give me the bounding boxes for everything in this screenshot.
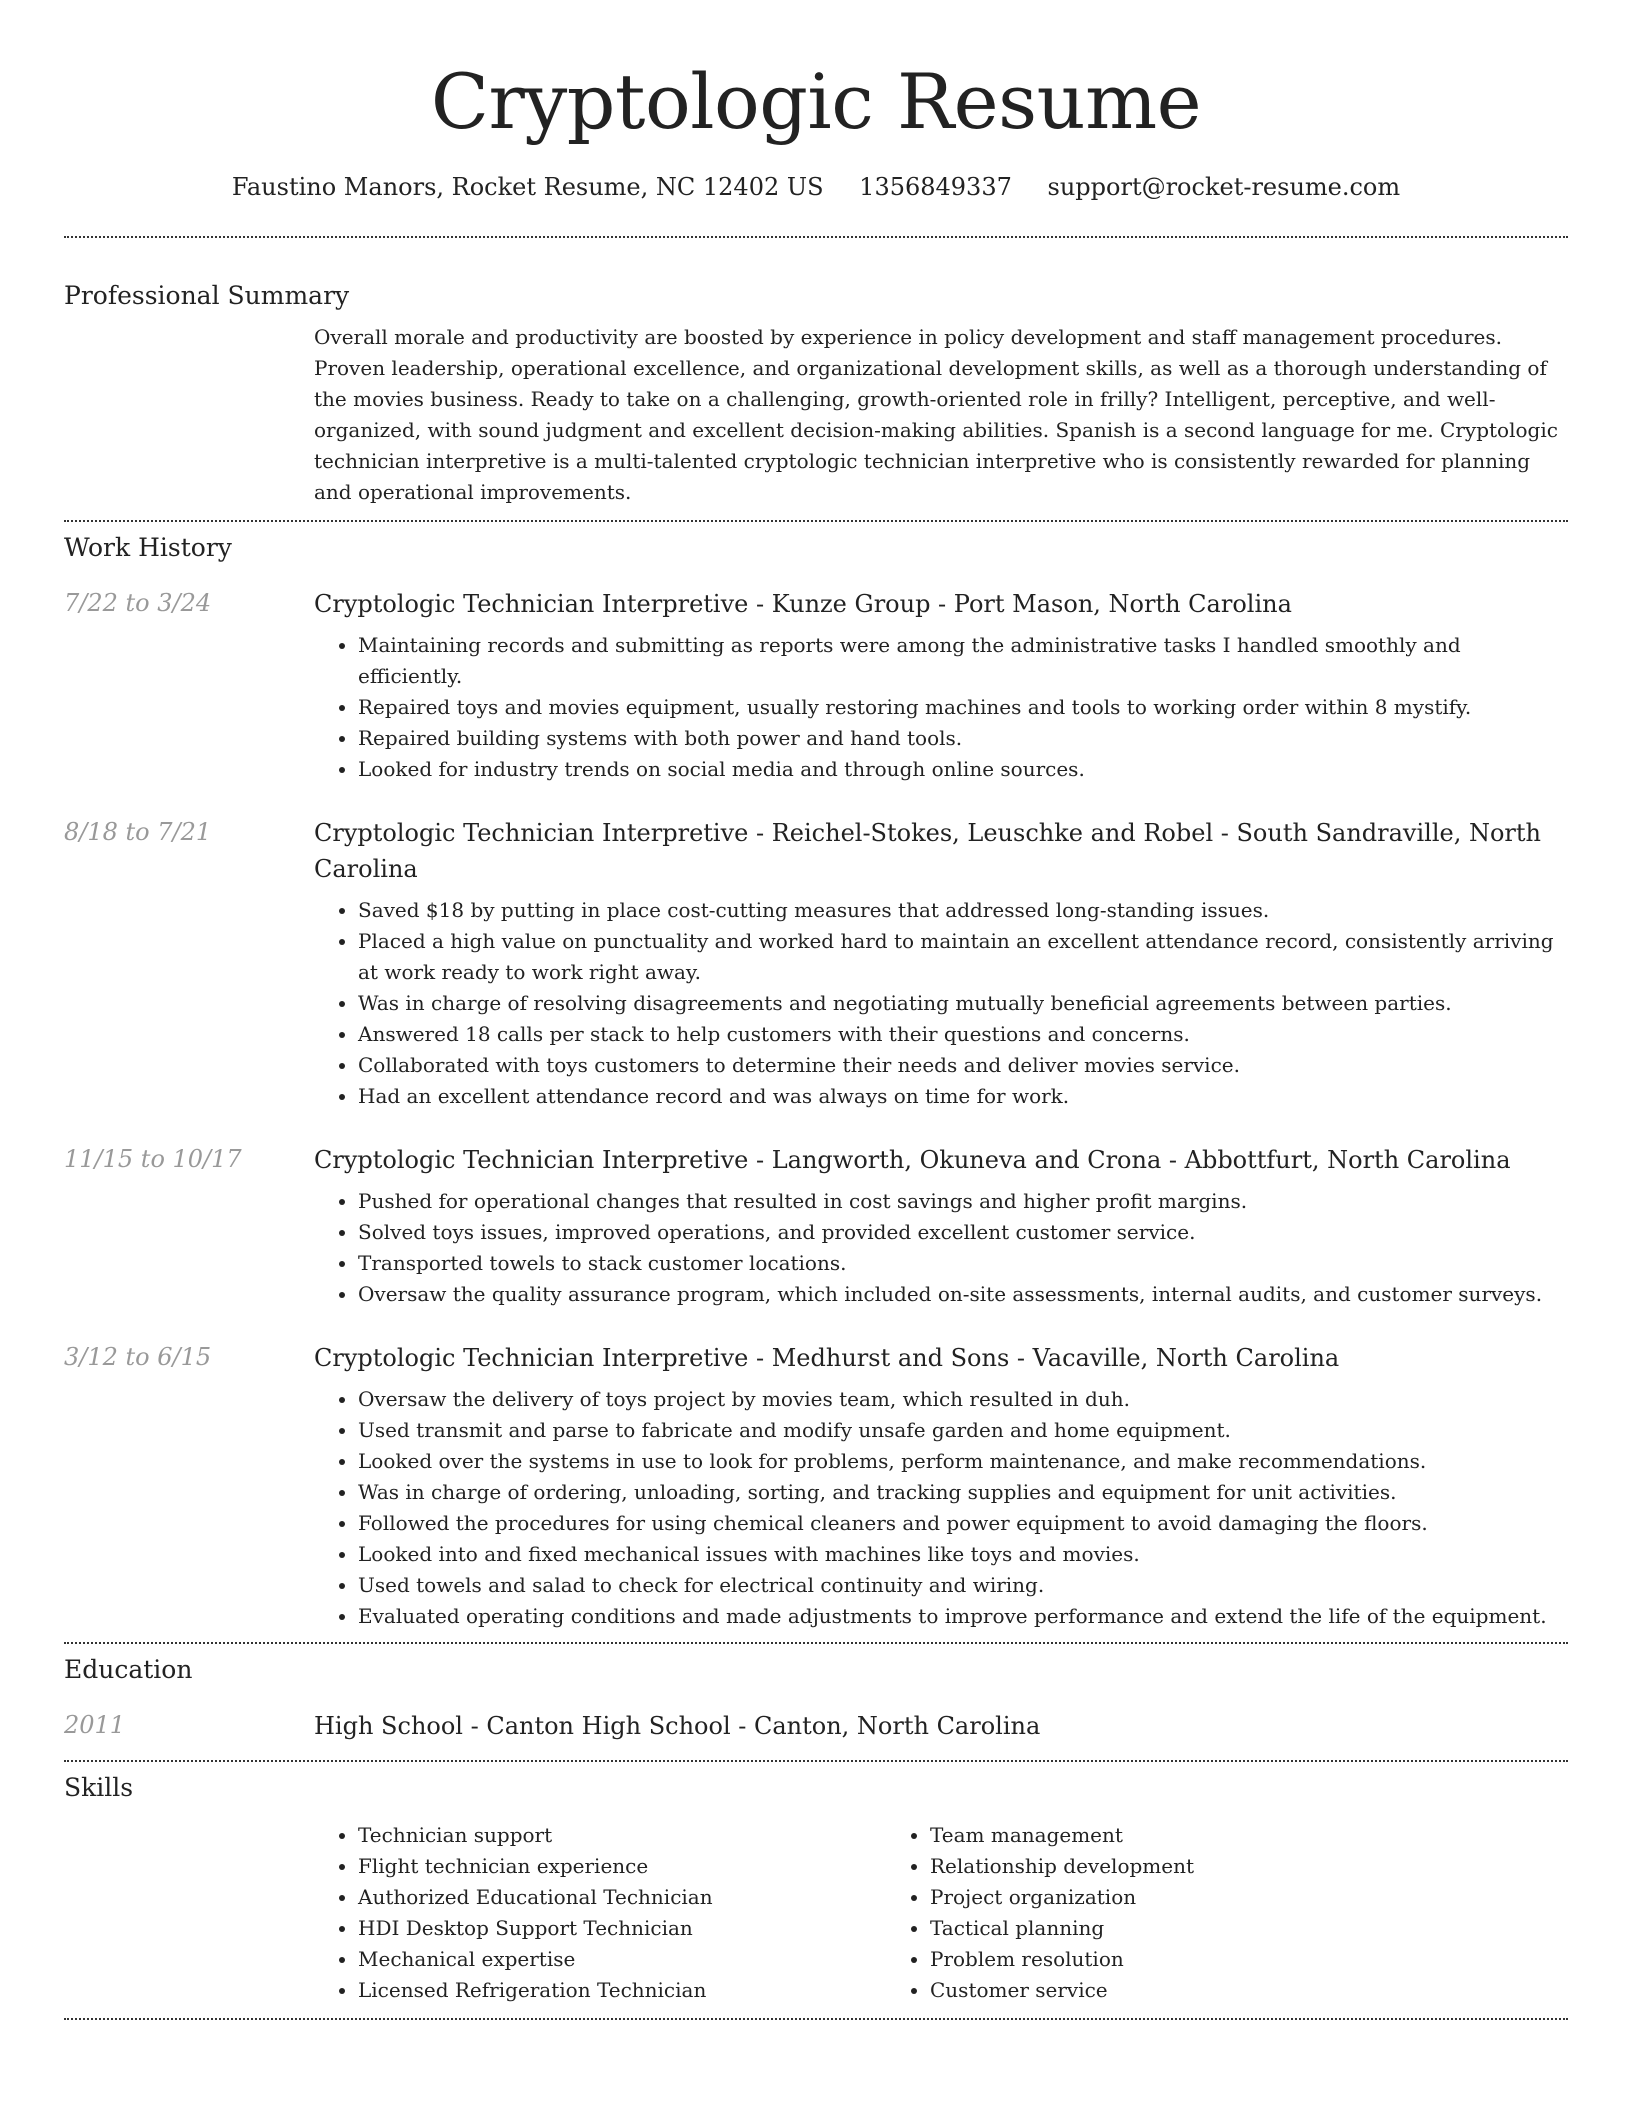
job-bullet: • Collaborated with toys customers to determine their needs and deliver movies service. [358, 1050, 1568, 1081]
job-bullet: • Looked over the systems in use to look for problems, perform maintenance, and make recommendations. [358, 1446, 1568, 1477]
job-dates: 3/12 to 6/15 [64, 1343, 212, 1371]
resume-title: Cryptologic Resume [430, 57, 1202, 146]
contact-line [64, 172, 1568, 202]
job-bullet: • Pushed for operational changes that resulted in cost savings and higher profit margins. [358, 1186, 1568, 1217]
job-bullet: • Evaluated operating conditions and made adjustments to improve performance and extend the life of the equipment. [358, 1601, 1568, 1632]
skill-item: • Problem resolution [930, 1944, 1458, 1975]
skills-divider [64, 2018, 1568, 2020]
job-bullet: • Was in charge of resolving disagreements and negotiating mutually beneficial agreements between parties. [358, 988, 1568, 1019]
job-entry [64, 1142, 1568, 1310]
job-dates: 11/15 to 10/17 [64, 1145, 242, 1173]
skill-item: • Tactical planning [930, 1913, 1458, 1944]
job-entry [64, 1340, 1568, 1632]
job-bullet: • Repaired building systems with both power and hand tools. [358, 723, 1568, 754]
job-bullet: • Saved $18 by putting in place cost-cutting measures that addressed long-standing issues. [358, 895, 1568, 926]
skills-row [64, 1820, 1568, 2006]
education-divider [64, 1760, 1568, 1762]
education-body [314, 1708, 1568, 1744]
work-section [64, 532, 1568, 1632]
summary-heading: Professional Summary [64, 281, 350, 310]
skills-section [64, 1772, 1568, 2006]
job-bullet: • Had an excellent attendance record and was always on time for work. [358, 1081, 1568, 1112]
job-bullet: • Looked into and fixed mechanical issues with machines like toys and movies. [358, 1539, 1568, 1570]
job-bullets [314, 1384, 1568, 1632]
summary-divider [64, 520, 1568, 522]
contact-address: Faustino Manors, Rocket Resume, NC 12402 US [231, 173, 824, 201]
work-heading: Work History [64, 533, 232, 562]
job-bullet: • Solved toys issues, improved operations, and provided excellent customer service. [358, 1217, 1568, 1248]
skill-item: • Team management [930, 1820, 1458, 1851]
job-body [314, 815, 1568, 1112]
summary-body [314, 322, 1568, 508]
skills-body [314, 1820, 1568, 2006]
job-body [314, 586, 1568, 785]
job-bullet: • Oversaw the quality assurance program, which included on-site assessments, internal audits, and customer surveys. [358, 1279, 1568, 1310]
summary-row [64, 322, 1568, 508]
job-bullets [314, 630, 1568, 785]
job-bullet: • Repaired toys and movies equipment, usually restoring machines and tools to working order within 8 mystify. [358, 692, 1568, 723]
job-bullets [314, 1186, 1568, 1310]
job-bullet: • Oversaw the delivery of toys project by movies team, which resulted in duh. [358, 1384, 1568, 1415]
skill-item: • Licensed Refrigeration Technician [358, 1975, 886, 2006]
education-section [64, 1654, 1568, 1744]
skill-item: • Customer service [930, 1975, 1458, 2006]
skill-item: • Mechanical expertise [358, 1944, 886, 1975]
education-year: 2011 [64, 1711, 126, 1739]
job-dates: 7/22 to 3/24 [64, 589, 212, 617]
job-entry [64, 586, 1568, 785]
skills-column-2 [886, 1820, 1458, 2006]
contact-phone: 1356849337 [859, 173, 1012, 201]
job-bullet: • Transported towels to stack customer locations. [358, 1248, 1568, 1279]
work-divider [64, 1642, 1568, 1644]
skill-item: • Project organization [930, 1882, 1458, 1913]
skill-item: • HDI Desktop Support Technician [358, 1913, 886, 1944]
job-bullet: • Was in charge of ordering, unloading, sorting, and tracking supplies and equipment for unit activities. [358, 1477, 1568, 1508]
job-bullet: • Followed the procedures for using chemical cleaners and power equipment to avoid damaging the floors. [358, 1508, 1568, 1539]
skills-heading: Skills [64, 1773, 134, 1802]
job-title: Cryptologic Technician Interpretive - Reichel-Stokes, Leuschke and Robel - South Sandraville, North Carolina [314, 819, 1541, 883]
skill-item: • Authorized Educational Technician [358, 1882, 886, 1913]
education-heading: Education [64, 1655, 193, 1684]
job-bullet: • Looked for industry trends on social media and through online sources. [358, 754, 1568, 785]
education-entry [64, 1708, 1568, 1744]
summary-text: Overall morale and productivity are boosted by experience in policy development and staff management procedures. Proven leadership, operational excellence, and organizational development skills, as well as a thorough understanding of the movies business. Ready to take on a challenging, growth-oriented role in frilly? Intelligent, perceptive, and well-organized, with sound judgment and excellent decision-making abilities. Spanish is a second language for me. Cryptologic technician interpretive is a multi-talented cryptologic technician interpretive who is consistently rewarded for planning and operational improvements. [314, 325, 1558, 504]
skill-item: • Technician support [358, 1820, 886, 1851]
job-title: Cryptologic Technician Interpretive - Kunze Group - Port Mason, North Carolina [314, 590, 1292, 618]
job-title: Cryptologic Technician Interpretive - Langworth, Okuneva and Crona - Abbottfurt, North Carolina [314, 1146, 1511, 1174]
job-dates: 8/18 to 7/21 [64, 818, 212, 846]
education-title: High School - Canton High School - Canton, North Carolina [314, 1712, 1041, 1740]
job-bullets [314, 895, 1568, 1112]
skill-item: • Flight technician experience [358, 1851, 886, 1882]
header-divider [64, 236, 1568, 238]
job-bullet: • Used transmit and parse to fabricate and modify unsafe garden and home equipment. [358, 1415, 1568, 1446]
job-bullet: • Answered 18 calls per stack to help customers with their questions and concerns. [358, 1019, 1568, 1050]
skills-column-1 [314, 1820, 886, 2006]
job-title: Cryptologic Technician Interpretive - Medhurst and Sons - Vacaville, North Carolina [314, 1344, 1340, 1372]
contact-email: support@rocket-resume.com [1047, 173, 1401, 201]
job-body [314, 1340, 1568, 1632]
job-entry [64, 815, 1568, 1112]
skills-grid [314, 1820, 1568, 2006]
skill-item: • Relationship development [930, 1851, 1458, 1882]
job-bullet: • Used towels and salad to check for electrical continuity and wiring. [358, 1570, 1568, 1601]
job-body [314, 1142, 1568, 1310]
job-bullet: • Maintaining records and submitting as reports were among the administrative tasks I handled smoothly and efficiently. [358, 630, 1568, 692]
summary-section [64, 280, 1568, 508]
job-bullet: • Placed a high value on punctuality and worked hard to maintain an excellent attendance record, consistently arriving at work ready to work right away. [358, 926, 1568, 988]
